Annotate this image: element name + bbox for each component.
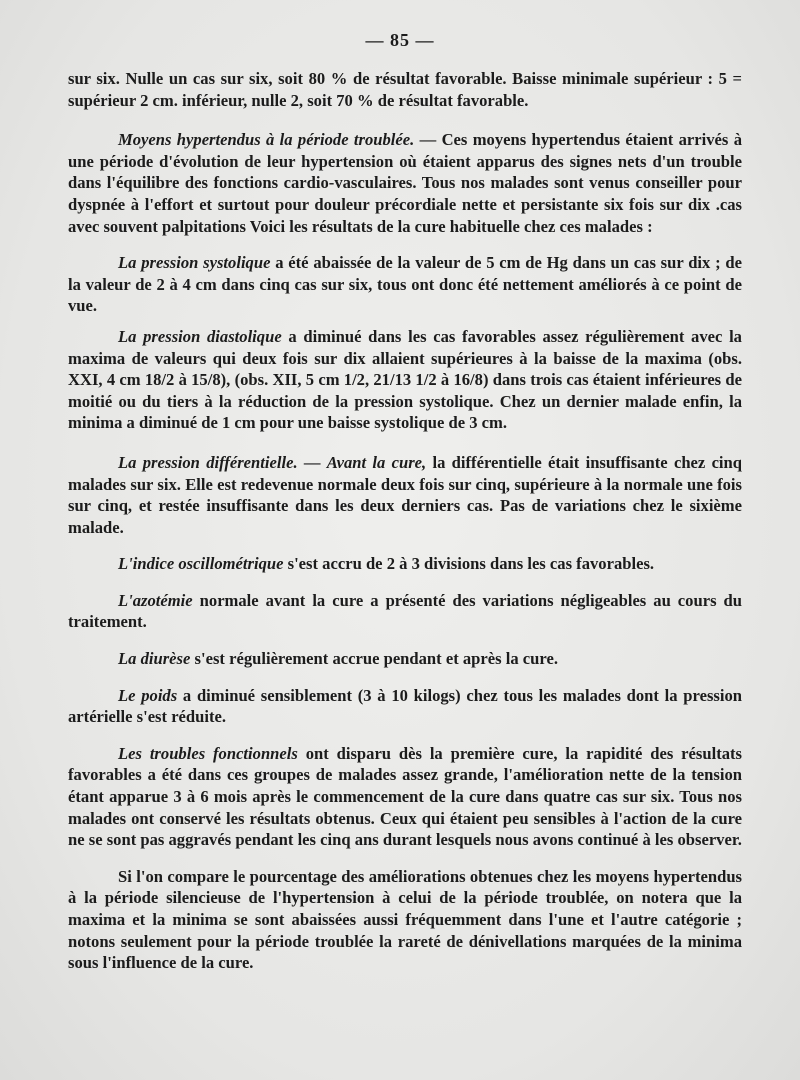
paragraph-pression-differentielle: La pression différentielle. — Avant la cure, la différentielle était insuffisante chez cinq malades sur six. Elle est redevenue normale deux fois sur cinq, supérieure à la normale une fois sur cinq, et restée insuffisante dans les deux derniers cas. Pas de variations chez le sixième malade. [68, 452, 743, 537]
paragraph-troubles-fonctionnels: Les troubles fonctionnels ont disparu dès la première cure, la rapidité des résultats favorables a été dans ces groupes de malades assez grande, l'amélioration nette de la tension étant apparue 3 à 6 mois après le commencement de la cure dans quatre cas sur six. Tous nos malades ont conservé les résultats obtenus. Ceux qui étaient peu sensibles à l'action de la cure ne se sont pas aggravés pendant les cinq ans durant lesquels nous avons continué à les observer. [68, 743, 742, 850]
paragraph-pression-systolique: La pression systolique a été abaissée de la valeur de 5 cm de Hg dans un cas sur dix ; de la valeur de 2 à 4 cm dans cinq cas sur six, tous ont donc été nettement améliorés à ce point de vue. [68, 253, 742, 316]
paragraph-heading: La pression systolique [118, 253, 271, 273]
paragraph-pression-diastolique: La pression diastolique a diminué dans les cas favorables assez régulièrement avec la maxima de valeurs qui deux fois sur dix allaient supérieures à la baisse de la maxima (obs. XXI, 4 cm 18/2 à 15/8), (obs. XII, 5 cm 1/2, 21/13 1/2 à 16/8) dans trois cas étaient inférieures de moitié ou du tiers à la réduction de la pression systolique. Chez un dernier malade enfin, la minima a diminué de 1 cm pour une baisse systolique de 3 cm. [68, 326, 742, 433]
paragraph-subheading: Avant la cure, [326, 452, 427, 472]
paragraph-poids: Le poids a diminué sensiblement (3 à 10 kilogs) chez tous les malades dont la pression artérielle s'est réduite. [68, 685, 742, 727]
page-number: — 85 — [365, 30, 435, 50]
paragraph-heading: La diurèse [118, 649, 191, 669]
paragraph-diurese: La diurèse s'est régulièrement accrue pendant et après la cure. [118, 649, 558, 669]
paragraph-moyens-hypertendus: Moyens hypertendus à la période troublée. — Ces moyens hypertendus étaient arrivés à une période d'évolution de leur hypertension où étaient apparus des signes nets d'un trouble dans l'équilibre des fonctions cardio-vasculaires. Tous nos malades sont venus conseiller pour dyspnée à l'effort et surtout pour douleur précordiale nette et persistante six fois sur dix .cas avec souvent palpitations Voici les résultats de la cure habituelle chez ces malades : [68, 130, 742, 236]
paragraph-heading: L'indice oscillométrique [118, 554, 284, 574]
paragraph-indice-oscillometrique: L'indice oscillométrique s'est accru de 2 à 3 divisions dans les cas favorables. [118, 554, 655, 574]
paragraph-continuation: sur six. Nulle un cas sur six, soit 80 % de résultat favorable. Baisse minimale supérieur : 5 = supérieur 2 cm. inférieur, nulle 2, soit 70 % de résultat favorable. [68, 69, 742, 110]
paragraph-azotemie: L'azotémie normale avant la cure a présenté des variations négligeables au cours du traitement. [68, 590, 742, 632]
paragraph-heading: Le poids [118, 685, 178, 705]
paragraph-heading: Moyens hypertendus à la période troublée. [118, 130, 415, 150]
paragraph-heading: La pression diastolique [118, 326, 282, 346]
body-text [68, 68, 742, 974]
paragraph-heading: Les troubles fonctionnels [118, 743, 298, 763]
paragraph-heading: La pression différentielle. [118, 452, 298, 472]
paragraph-conclusion: Si l'on compare le pourcentage des améliorations obtenues chez les moyens hypertendus à la période silencieuse de l'hypertension à celui de la période troublée, on notera que la maxima et la minima se sont abaissées aussi fréquemment dans l'une et l'autre catégorie ; notons seulement pour la période troublée la rareté de dénivellations marquées de la minima sous l'influence de la cure. [68, 866, 742, 973]
paragraph-heading: L'azotémie [118, 590, 193, 610]
